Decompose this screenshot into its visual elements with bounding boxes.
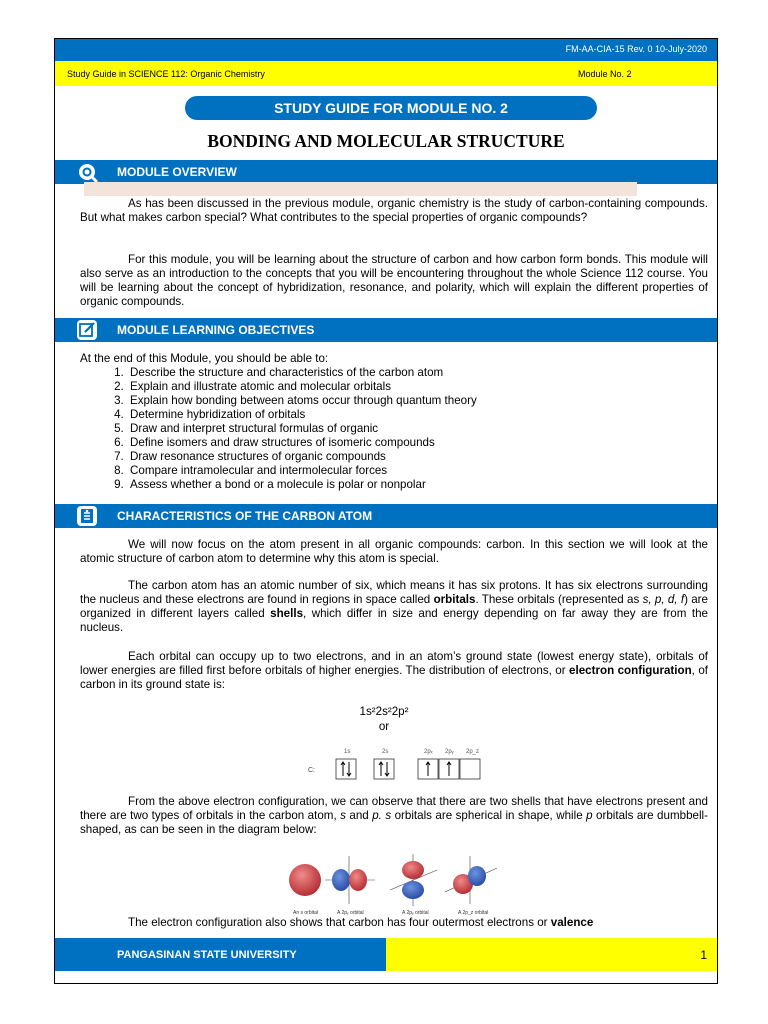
section-heading: MODULE LEARNING OBJECTIVES <box>117 323 315 337</box>
list-item: 5. Draw and interpret structural formulas of organic <box>127 422 680 436</box>
footer-page-bar <box>386 938 717 971</box>
list-item: 9. Assess whether a bond or a molecule is polar or nonpolar <box>127 478 680 492</box>
s-orbital <box>289 864 321 896</box>
guide-title: Study Guide in SCIENCE 112: Organic Chemistry <box>67 69 265 79</box>
objectives-intro: At the end of this Module, you should be able to: <box>80 352 329 365</box>
carbon-paragraph-1: We will now focus on the atom present in all organic compounds: carbon. In this section we will look at the atomic structure of carbon atom to determine why this atom is special. <box>80 538 708 565</box>
footer-university-bar <box>55 938 386 971</box>
page-title: BONDING AND MOLECULAR STRUCTURE <box>207 131 565 151</box>
carbon-paragraph-5: The electron configuration also shows that carbon has four outermost electrons or valence <box>128 916 594 929</box>
magnifier-icon <box>77 162 97 182</box>
orbital-box-diagram <box>300 744 500 784</box>
section-objectives-header <box>55 318 717 342</box>
section-heading: MODULE OVERVIEW <box>117 165 237 179</box>
orbital-label-2px: 2pₓ <box>424 749 433 755</box>
university-name: PANGASINAN STATE UNIVERSITY <box>117 949 297 961</box>
atom-label: C: <box>308 767 315 774</box>
orbital-box-2s <box>374 759 394 779</box>
document-icon <box>77 506 97 526</box>
py-orbital <box>390 854 437 906</box>
pic-label-s: An s orbital <box>293 910 319 916</box>
section-carbon-header <box>55 504 717 528</box>
orbital-box-1s <box>336 759 356 779</box>
section-overview-header <box>55 160 717 184</box>
carbon-paragraph-2: The carbon atom has an atomic number of six, which means it has six protons. It has six electrons surrounding the nucleus and these electrons are found in regions in space called orbitals. These orbitals (represented as s, p, d, f) are organized in different layers called shells, which differ in size and energy depending on far away they are from the nucleus. <box>80 579 708 634</box>
module-label: Module No. 2 <box>578 69 632 79</box>
orbital-shapes-diagram <box>285 852 525 916</box>
list-item: 4. Determine hybridization of orbitals <box>127 408 680 422</box>
list-item: 6. Define isomers and draw structures of isomeric compounds <box>127 436 680 450</box>
or-label: or <box>378 720 390 733</box>
list-item: 3. Explain how bonding between atoms occur through quantum theory <box>127 394 680 408</box>
carbon-paragraph-3: Each orbital can occupy up to two electrons, and in an atom’s ground state (lowest energy state), orbitals of lower energies are filled first before orbitals of higher energies. The distribution of electrons, or electron configuration, of carbon in its ground state is: <box>80 650 708 691</box>
highlight-strip <box>84 182 637 196</box>
objectives-list <box>80 366 680 492</box>
pic-label-px: A 2pₓ orbital <box>337 910 364 916</box>
page-number: 1 <box>700 948 707 962</box>
edit-icon <box>77 320 97 340</box>
orbital-label-2s: 2s <box>382 749 389 755</box>
list-item: 2. Explain and illustrate atomic and molecular orbitals <box>127 380 680 394</box>
pz-orbital <box>445 856 497 904</box>
module-banner: STUDY GUIDE FOR MODULE NO. 2 <box>185 96 597 120</box>
header-bar <box>55 39 717 61</box>
list-item: 8. Compare intramolecular and intermolecular forces <box>127 464 680 478</box>
pic-label-py: A 2pᵧ orbital <box>402 910 429 916</box>
overview-paragraph-2: For this module, you will be learning about the structure of carbon and how carbon form bonds. This module will also serve as an introduction to the concepts that you will be encountering throughout the whole Science 112 course. You will be learning about the concept of hybridization, resonance, and polarity, which will explain the different properties of organic compounds. <box>80 253 708 308</box>
list-item: 1. Describe the structure and characteristics of the carbon atom <box>127 366 680 380</box>
orbital-label-2py: 2pᵧ <box>445 749 454 755</box>
course-bar <box>55 61 717 86</box>
orbital-label-2pz: 2p_z <box>466 749 480 755</box>
list-item: 7. Draw resonance structures of organic compounds <box>127 450 680 464</box>
electron-arrows <box>341 762 451 776</box>
pic-label-pz: A 2p_z orbital <box>458 910 489 916</box>
overview-paragraph-1: As has been discussed in the previous module, organic chemistry is the study of carbon-containing compounds. But what makes carbon special? What contributes to the special properties of organic compounds? <box>80 197 708 224</box>
objectives-block <box>80 352 680 492</box>
px-orbital <box>325 856 375 904</box>
orbital-label-1s: 1s <box>344 749 351 755</box>
orbital-box-2pz <box>460 759 480 779</box>
section-heading: CHARACTERISTICS OF THE CARBON ATOM <box>117 509 373 523</box>
form-code: FM-AA-CIA-15 Rev. 0 10-July-2020 <box>565 44 707 54</box>
carbon-paragraph-4: From the above electron configuration, we can observe that there are two shells that have electrons present and there are two types of orbitals in the carbon atom, s and p. s orbitals are spherical in shape, while p orbitals are dumbbell-shaped, as can be seen in the diagram below: <box>80 795 708 836</box>
electron-configuration: 1s²2s²2p² <box>359 705 409 718</box>
